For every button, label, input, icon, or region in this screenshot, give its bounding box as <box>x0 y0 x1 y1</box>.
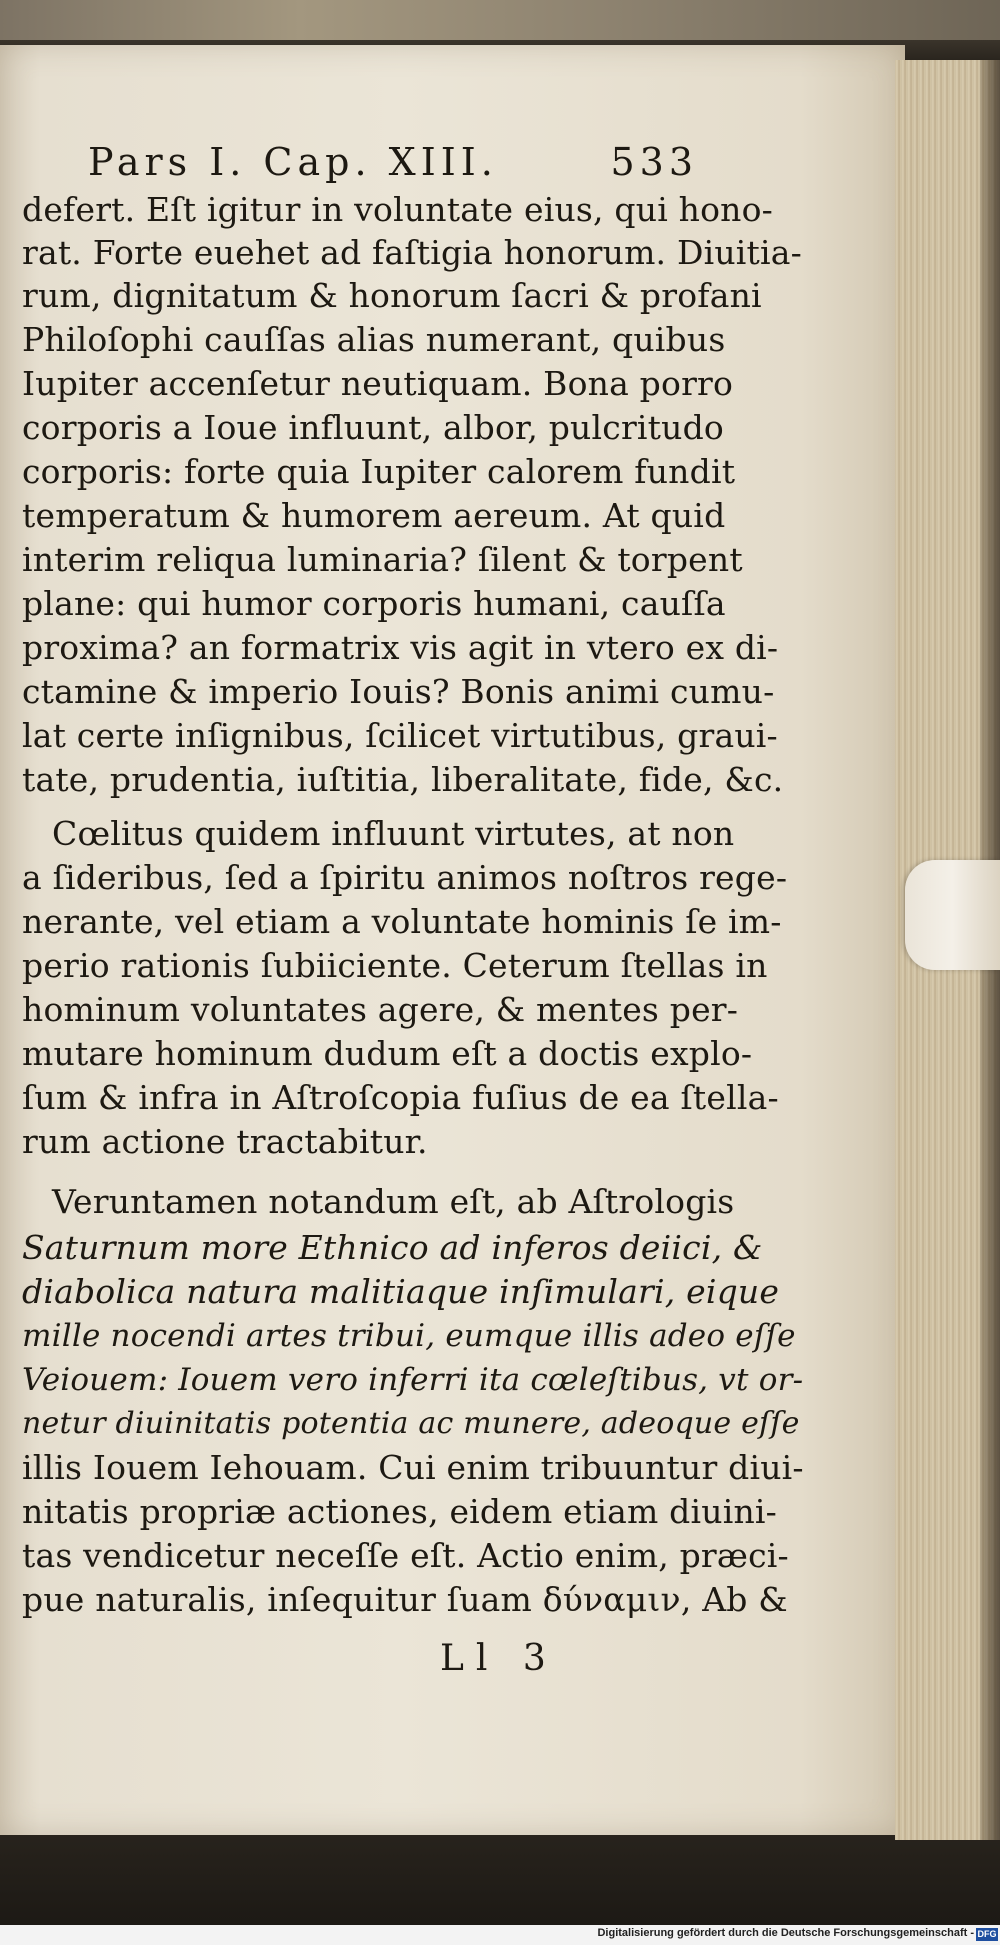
book-top-edge <box>0 0 1000 40</box>
digitization-footer <box>0 1925 1000 1945</box>
text-line: nerante, vel etiam a voluntate hominis ſe im- <box>22 902 782 941</box>
text-line: illis Iouem Iehouam. Cui enim tribuuntur diui- <box>22 1448 804 1487</box>
italic-text-line: Veiouem: Iouem vero inferri ita cœleſtibus, vt or- <box>22 1362 804 1398</box>
text-line: corporis: forte quia Iupiter calorem fundit <box>22 452 736 491</box>
text-line: nitatis propriæ actiones, eidem etiam diuini- <box>22 1492 778 1531</box>
text-line: proxima? an formatrix vis agit in vtero ex di- <box>22 628 779 667</box>
text-line: rat. Forte euehet ad faſtigia honorum. Diuitia- <box>22 233 803 272</box>
text-line: plane: qui humor corporis humani, cauſſa <box>22 584 726 623</box>
paragraph-start-line: Veruntamen notandum eſt, ab Aſtrologis <box>52 1182 735 1221</box>
text-line: lat certe inſignibus, ſcilicet virtutibus, graui- <box>22 716 778 755</box>
text-line: rum actione tractabitur. <box>22 1122 428 1161</box>
text-line: mutare hominum dudum eſt a doctis explo- <box>22 1034 753 1073</box>
italic-text-line: mille nocendi artes tribui, eumque illis adeo eſſe <box>22 1318 796 1354</box>
italic-text-line: diabolica natura malitiaque inſimulari, eique <box>22 1272 780 1311</box>
dfg-logo: DFG <box>977 1929 997 1939</box>
running-head <box>88 140 698 184</box>
text-line: interim reliqua luminaria? ſilent & torpent <box>22 540 743 579</box>
text-line: ſum & infra in Aſtroſcopia fuſius de ea ſtella- <box>22 1078 779 1117</box>
text-line: a ſideribus, ſed a ſpiritu animos noſtros rege- <box>22 858 788 897</box>
footer-credit: Digitalisierung gefördert durch die Deutsche Forschungsgemeinschaft - <box>597 1927 974 1939</box>
text-line: Iupiter accenſetur neutiquam. Bona porro <box>22 364 734 403</box>
text-line: ctamine & imperio Iouis? Bonis animi cumu- <box>22 672 775 711</box>
text-line: hominum voluntates agere, & mentes per- <box>22 990 739 1029</box>
page-tab-marker <box>905 860 1000 970</box>
text-line: temperatum & humorem aereum. At quid <box>22 496 726 535</box>
page-number: 533 <box>610 140 698 184</box>
signature-mark: Ll 3 <box>440 1638 558 1679</box>
text-line: defert. Eſt igitur in voluntate eius, qui hono- <box>22 190 774 229</box>
text-line: corporis a Ioue influunt, albor, pulcritudo <box>22 408 724 447</box>
text-line: rum, dignitatum & honorum ſacri & profani <box>22 276 762 315</box>
text-line: perio rationis ſubiiciente. Ceterum ſtellas in <box>22 946 768 985</box>
paragraph-start-line: Cœlitus quidem influunt virtutes, at non <box>52 814 735 853</box>
text-line: pue naturalis, inſequitur ſuam δύναμιν, Ab & <box>22 1580 788 1619</box>
running-head-title: Pars I. Cap. XIII. <box>88 140 498 184</box>
italic-text-line: netur diuinitatis potentia ac munere, adeoque eſſe <box>22 1406 800 1441</box>
text-line: Philoſophi cauſſas alias numerant, quibus <box>22 320 726 359</box>
text-line: tate, prudentia, iuſtitia, liberalitate, fide, &c. <box>22 760 784 799</box>
text-line: tas vendicetur neceſſe eſt. Actio enim, præci- <box>22 1536 789 1575</box>
italic-text-line: Saturnum more Ethnico ad inferos deiici, & <box>22 1228 763 1267</box>
